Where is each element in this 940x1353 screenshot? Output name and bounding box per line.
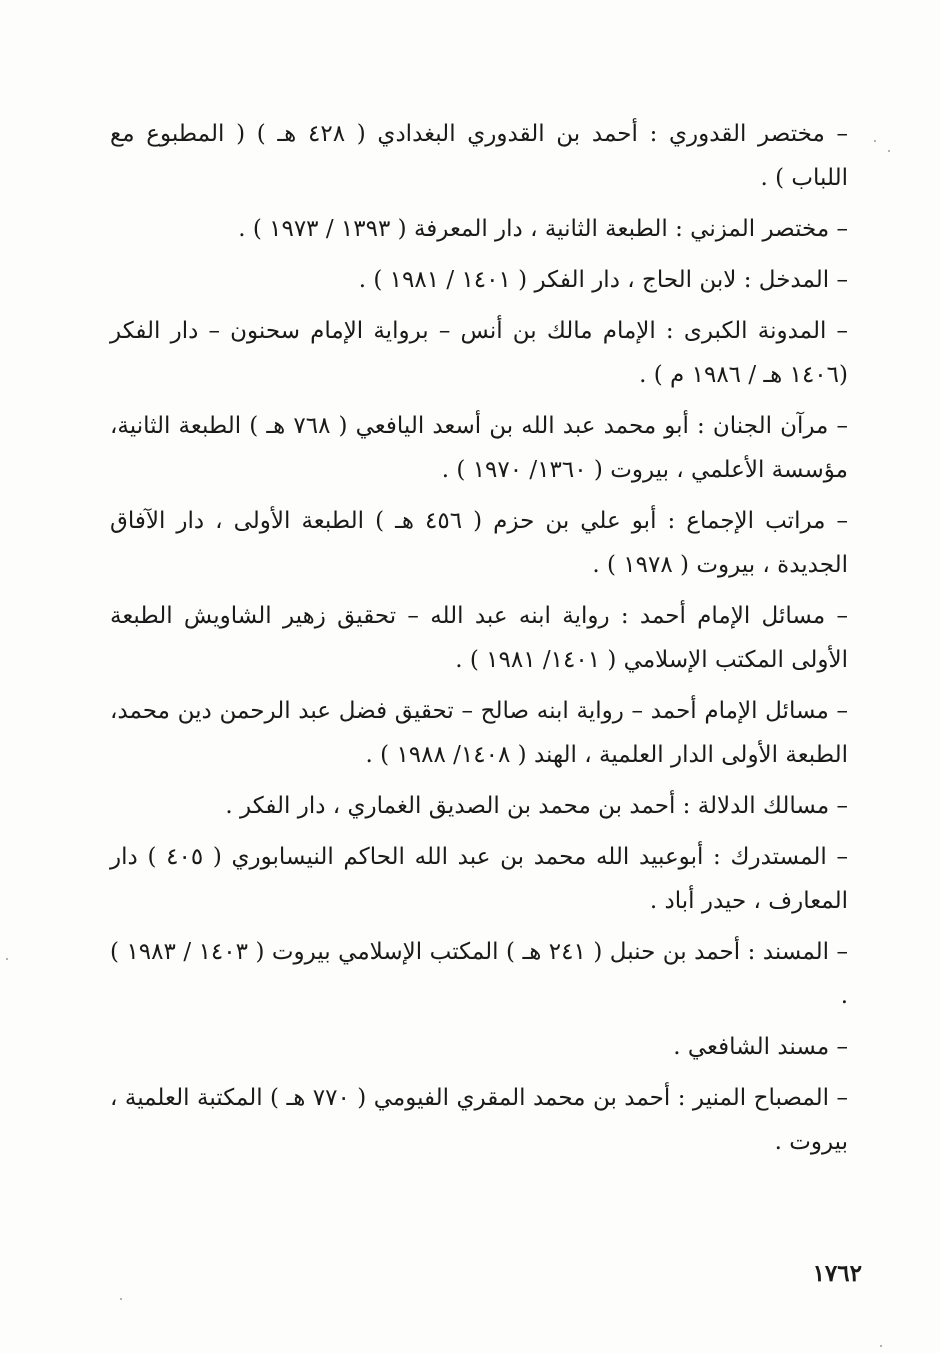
bibliography-entry: – المدونة الكبرى : الإمام مالك بن أنس – برواية الإمام سحنون – دار الفكر (١٤٠٦ هـ / ١٩٨٦ م ) .	[110, 318, 848, 388]
page-number: ١٧٦٢	[812, 1260, 862, 1287]
bibliography-entry: – مختصر القدوري : أحمد بن القدوري البغدادي ( ٤٢٨ هـ ) ( المطبوع مع اللباب ) .	[110, 121, 849, 191]
bibliography-entry: – مسالك الدلالة : أحمد بن محمد بن الصديق الغماري ، دار الفكر .	[225, 793, 848, 819]
bibliography-entry: – المسند : أحمد بن حنبل ( ٢٤١ هـ ) المكتب الإسلامي بيروت ( ١٤٠٣ / ١٩٨٣ ) .	[110, 939, 848, 1009]
bibliography-entry: – مسند الشافعي .	[673, 1034, 848, 1060]
bibliography-entry: – المصباح المنير : أحمد بن محمد المقري الفيومي ( ٧٧٠ هـ ) المكتبة العلمية ، بيروت .	[110, 1085, 849, 1155]
scan-speck	[880, 1345, 882, 1347]
bibliography-entry: – المدخل : لابن الحاج ، دار الفكر ( ١٤٠١ / ١٩٨١ ) .	[358, 267, 848, 293]
bibliography-entry: – مسائل الإمام أحمد : رواية ابنه عبد الله – تحقيق زهير الشاويش الطبعة الأولى المكتب الإسلامي ( ١٤٠١/ ١٩٨١ ) .	[110, 603, 848, 673]
bibliography-entry: – مرآن الجنان : أبو محمد عبد الله بن أسعد اليافعي ( ٧٦٨ هـ ) الطبعة الثانية، مؤسسة الأعلمي ، بيروت ( ١٣٦٠/ ١٩٧٠ ) .	[110, 413, 848, 483]
scan-speck	[874, 140, 876, 142]
scan-speck	[120, 1298, 122, 1300]
scan-speck	[888, 150, 890, 152]
scan-speck	[6, 958, 8, 960]
bibliography-entry: – مراتب الإجماع : أبو علي بن حزم ( ٤٥٦ هـ ) الطبعة الأولى ، دار الآفاق الجديدة ، بيروت ( ١٩٧٨ ) .	[110, 508, 848, 578]
bibliography-entry: – المستدرك : أبوعبيد الله محمد بن عبد الله الحاكم النيسابوري ( ٤٠٥ ) دار المعارف ، حيدر أباد .	[110, 844, 848, 914]
bibliography-entry: – مختصر المزني : الطبعة الثانية ، دار المعرفة ( ١٣٩٣ / ١٩٧٣ ) .	[238, 216, 848, 242]
bibliography-entry: – مسائل الإمام أحمد – رواية ابنه صالح – تحقيق فضل عبد الرحمن دين محمد، الطبعة الأولى الدار العلمية ، الهند ( ١٤٠٨/ ١٩٨٨ ) .	[110, 698, 848, 768]
bibliography-list	[110, 112, 848, 1171]
